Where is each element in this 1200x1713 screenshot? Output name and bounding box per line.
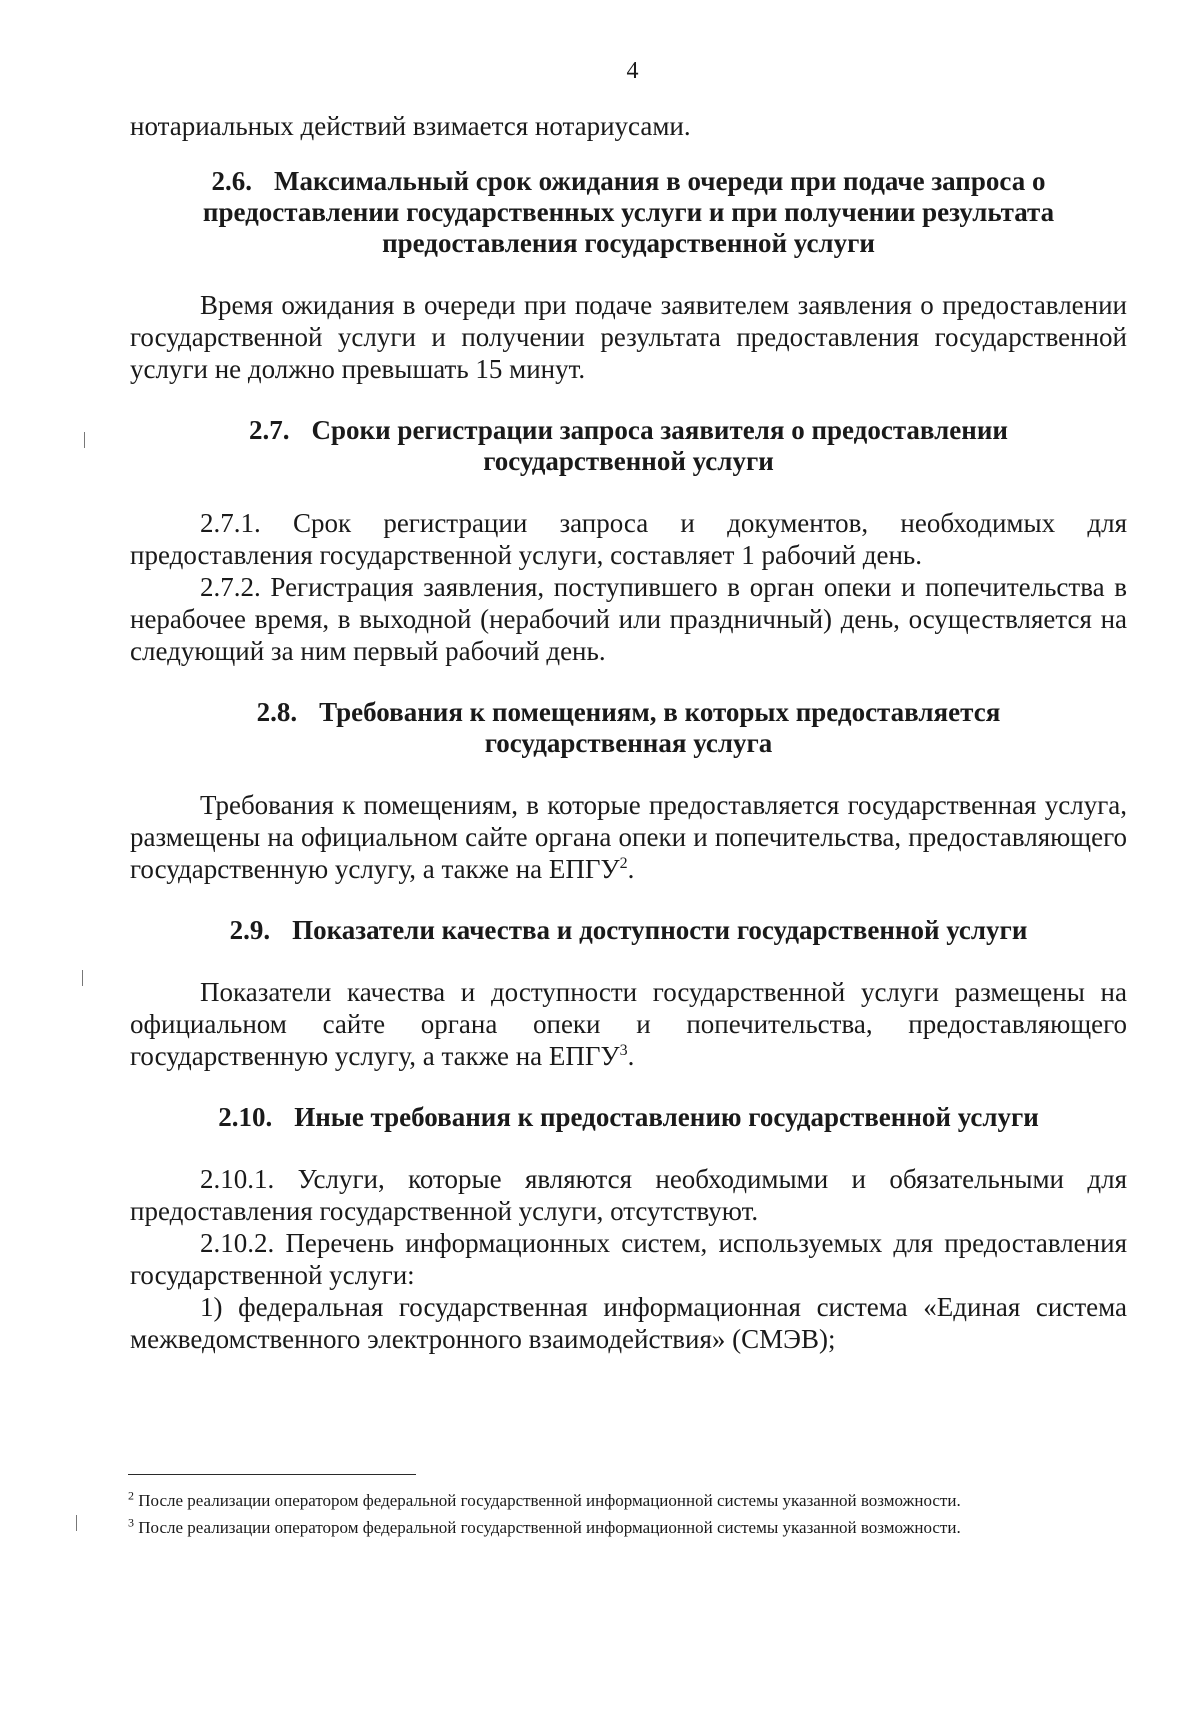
section-title: Показатели качества и доступности государственной услуги: [292, 915, 1028, 945]
paragraph-text: Требования к помещениям, в которые предоставляется государственная услуга, размещены на официальном сайте органа опеки и попечительства, предоставляющего государственную услугу, а также на ЕПГУ: [130, 790, 1127, 884]
section-title-line: предоставления государственной услуги: [382, 228, 875, 258]
paragraph: 2.7.2. Регистрация заявления, поступившего в орган опеки и попечительства в нерабочее время, в выходной (нерабочий или праздничный) день, осуществляется на следующий за ним первый рабочий день.: [130, 572, 1127, 666]
section-heading: [130, 1102, 1127, 1133]
paragraph-end: .: [627, 854, 635, 884]
page-number: 4: [626, 58, 639, 84]
paragraph-end: .: [627, 1041, 635, 1071]
list-item: 1) федеральная государственная информационная система «Единая система межведомственного электронного взаимодействия» (СМЭВ);: [130, 1292, 1127, 1354]
section-title-line: государственная услуга: [484, 728, 773, 758]
section-title: Иные требования к предоставлению государственной услуги: [294, 1102, 1039, 1132]
paragraph-text: Показатели качества и доступности государственной услуги размещены на официальном сайте органа опеки и попечительства, предоставляющего государственную услугу, а также на ЕПГУ: [130, 977, 1127, 1071]
paragraph: Время ожидания в очереди при подаче заявителем заявления о предоставлении государственной услуги и получении результата предоставления государственной услуги не должно превышать 15 минут.: [130, 290, 1127, 384]
section-title-line: Требования к помещениям, в которых предоставляется: [319, 697, 1001, 727]
section-2-9: [130, 915, 1127, 1072]
section-heading: [130, 166, 1127, 197]
footnote: [128, 1490, 1127, 1511]
footnote-mark: 3: [128, 1515, 134, 1530]
paragraph: 2.10.2. Перечень информационных систем, используемых для предоставления государственной услуги:: [130, 1228, 1127, 1290]
footnote-text: После реализации оператором федеральной государственной информационной системы указанной возможности.: [138, 1491, 961, 1510]
section-title-line: государственной услуги: [483, 446, 774, 476]
section-number: 2.7.: [249, 415, 290, 445]
footnote-ref: 3: [619, 1042, 628, 1059]
section-2-7: [130, 415, 1127, 667]
paragraph: [130, 976, 1127, 1072]
footnote: [128, 1517, 1127, 1538]
section-number: 2.9.: [229, 915, 271, 945]
section-number: 2.10.: [218, 1102, 273, 1132]
section-2-6: [130, 166, 1127, 385]
section-number: 2.8.: [256, 697, 298, 727]
section-2-10: [130, 1102, 1127, 1355]
section-heading: [130, 415, 1127, 446]
paragraph: 2.7.1. Срок регистрации запроса и документов, необходимых для предоставления государственной услуги, составляет 1 рабочий день.: [130, 508, 1127, 570]
scan-artifact: [84, 432, 85, 448]
section-2-8: [130, 697, 1127, 885]
footnote-mark: 2: [128, 1488, 134, 1503]
section-heading: [130, 915, 1127, 946]
intro-line: нотариальных действий взимается нотариусами.: [130, 111, 691, 141]
scan-artifact: [82, 970, 83, 986]
paragraph: 2.10.1. Услуги, которые являются необходимыми и обязательными для предоставления государственной услуги, отсутствуют.: [130, 1164, 1127, 1226]
section-title-line: Сроки регистрации запроса заявителя о предоставлении: [311, 415, 1008, 445]
section-heading: [130, 697, 1127, 728]
footnote-divider: [128, 1474, 416, 1475]
footnotes: [128, 1490, 1127, 1544]
paragraph: [130, 789, 1127, 885]
section-title-line: предоставлении государственных услуги и при получении результата: [202, 197, 1055, 227]
section-number: 2.6.: [211, 166, 253, 196]
footnote-text: После реализации оператором федеральной государственной информационной системы указанной возможности.: [138, 1518, 961, 1537]
section-title-line: Максимальный срок ожидания в очереди при подаче запроса о: [274, 166, 1046, 196]
footnote-ref: 2: [619, 855, 628, 872]
document-body: [130, 110, 1127, 1355]
scan-artifact: [76, 1515, 77, 1531]
